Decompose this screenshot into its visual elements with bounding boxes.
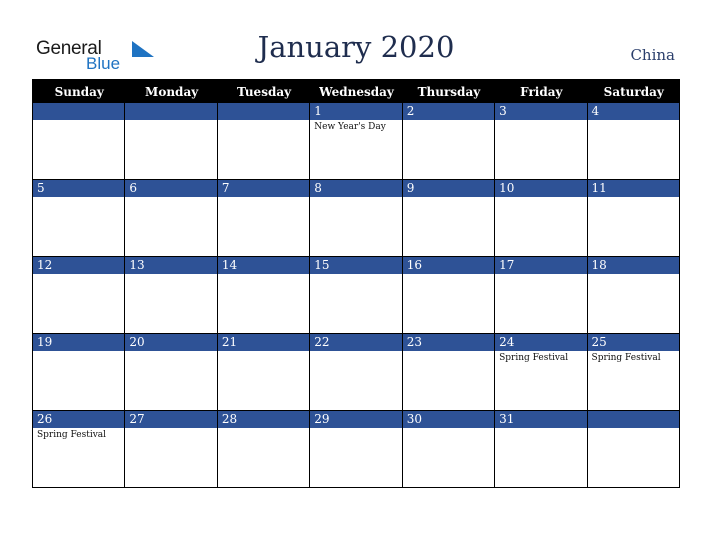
day-number: 17 bbox=[495, 257, 586, 274]
calendar-day-cell[interactable] bbox=[310, 334, 402, 411]
day-number: 5 bbox=[33, 180, 124, 197]
holiday-label bbox=[495, 274, 586, 276]
calendar-day-cell[interactable] bbox=[33, 103, 125, 180]
calendar-day-cell[interactable] bbox=[218, 103, 310, 180]
weekday-label: Friday bbox=[520, 84, 563, 99]
page-title: January 2020 bbox=[257, 30, 455, 64]
weekday-label: Thursday bbox=[417, 84, 481, 99]
calendar-day-cell[interactable] bbox=[218, 411, 310, 488]
holiday-label bbox=[33, 351, 124, 353]
day-number bbox=[588, 411, 679, 428]
calendar-week-row bbox=[33, 180, 680, 257]
day-number: 18 bbox=[588, 257, 679, 274]
holiday-label bbox=[310, 197, 401, 199]
holiday-label bbox=[125, 351, 216, 353]
calendar-week-row bbox=[33, 103, 680, 180]
calendar-day-cell[interactable] bbox=[495, 257, 587, 334]
calendar-day-cell[interactable] bbox=[33, 411, 125, 488]
day-number: 9 bbox=[403, 180, 494, 197]
calendar-day-cell[interactable] bbox=[495, 103, 587, 180]
holiday-label bbox=[125, 120, 216, 122]
calendar-day-cell[interactable] bbox=[218, 180, 310, 257]
calendar-day-cell[interactable] bbox=[588, 180, 680, 257]
day-number: 24 bbox=[495, 334, 586, 351]
holiday-label bbox=[495, 428, 586, 430]
calendar-day-cell[interactable] bbox=[33, 257, 125, 334]
day-number: 21 bbox=[218, 334, 309, 351]
day-number: 2 bbox=[403, 103, 494, 120]
weekday-header-row bbox=[33, 80, 680, 103]
weekday-label: Tuesday bbox=[237, 84, 292, 99]
holiday-label: New Year's Day bbox=[314, 122, 386, 132]
calendar-day-cell[interactable] bbox=[33, 180, 125, 257]
country-label: China bbox=[630, 46, 675, 64]
day-number: 22 bbox=[310, 334, 401, 351]
day-number: 28 bbox=[218, 411, 309, 428]
day-number: 15 bbox=[310, 257, 401, 274]
day-number: 23 bbox=[403, 334, 494, 351]
holiday-label bbox=[125, 274, 216, 276]
weeks-container bbox=[33, 103, 680, 488]
holiday-label bbox=[218, 120, 309, 122]
day-number: 4 bbox=[588, 103, 679, 120]
calendar-day-cell[interactable] bbox=[218, 257, 310, 334]
holiday-label bbox=[588, 428, 679, 430]
holiday-label bbox=[33, 274, 124, 276]
day-number bbox=[125, 103, 216, 120]
weekday-label: Sunday bbox=[54, 84, 104, 99]
holiday-label: Spring Festival bbox=[591, 353, 661, 363]
calendar-day-cell[interactable] bbox=[310, 180, 402, 257]
weekday-label: Wednesday bbox=[319, 84, 394, 99]
day-number: 25 bbox=[588, 334, 679, 351]
day-number: 16 bbox=[403, 257, 494, 274]
calendar-day-cell[interactable] bbox=[218, 334, 310, 411]
day-number: 26 bbox=[33, 411, 124, 428]
calendar-day-cell[interactable] bbox=[495, 411, 587, 488]
weekday-label: Saturday bbox=[603, 84, 664, 99]
weekday-label: Monday bbox=[145, 84, 199, 99]
day-number: 20 bbox=[125, 334, 216, 351]
holiday-label bbox=[588, 120, 679, 122]
calendar-week-row bbox=[33, 411, 680, 488]
holiday-label bbox=[218, 274, 309, 276]
calendar-day-cell[interactable] bbox=[403, 411, 495, 488]
calendar-day-cell[interactable] bbox=[310, 103, 402, 180]
calendar-day-cell[interactable] bbox=[403, 180, 495, 257]
holiday-label bbox=[310, 274, 401, 276]
calendar-week-row bbox=[33, 257, 680, 334]
day-number: 14 bbox=[218, 257, 309, 274]
day-number bbox=[33, 103, 124, 120]
day-number: 10 bbox=[495, 180, 586, 197]
day-number: 6 bbox=[125, 180, 216, 197]
day-number: 13 bbox=[125, 257, 216, 274]
holiday-label bbox=[403, 197, 494, 199]
calendar-grid bbox=[32, 79, 680, 488]
holiday-label bbox=[218, 428, 309, 430]
holiday-label bbox=[588, 274, 679, 276]
holiday-label bbox=[218, 351, 309, 353]
logo-general-text: General bbox=[36, 38, 102, 59]
calendar-day-cell[interactable] bbox=[588, 103, 680, 180]
calendar-day-cell[interactable] bbox=[33, 334, 125, 411]
holiday-label bbox=[125, 428, 216, 430]
holiday-label bbox=[403, 120, 494, 122]
holiday-label bbox=[403, 428, 494, 430]
logo-blue-text: Blue bbox=[86, 54, 121, 73]
day-number: 27 bbox=[125, 411, 216, 428]
day-number: 3 bbox=[495, 103, 586, 120]
holiday-label bbox=[495, 197, 586, 199]
day-number: 30 bbox=[403, 411, 494, 428]
calendar-day-cell[interactable] bbox=[495, 334, 587, 411]
calendar-day-cell[interactable] bbox=[403, 334, 495, 411]
holiday-label bbox=[403, 351, 494, 353]
calendar-day-cell[interactable] bbox=[125, 411, 217, 488]
holiday-label bbox=[310, 428, 401, 430]
calendar-day-cell[interactable] bbox=[310, 257, 402, 334]
day-number: 19 bbox=[33, 334, 124, 351]
holiday-label bbox=[403, 274, 494, 276]
holiday-label bbox=[125, 197, 216, 199]
calendar-day-cell[interactable] bbox=[403, 257, 495, 334]
calendar-day-cell[interactable] bbox=[310, 411, 402, 488]
day-number: 12 bbox=[33, 257, 124, 274]
calendar-day-cell[interactable] bbox=[495, 180, 587, 257]
day-number: 7 bbox=[218, 180, 309, 197]
calendar-day-cell[interactable] bbox=[125, 103, 217, 180]
calendar-day-cell[interactable] bbox=[588, 334, 680, 411]
holiday-label bbox=[218, 197, 309, 199]
day-number: 1 bbox=[310, 103, 401, 120]
holiday-label: Spring Festival bbox=[499, 353, 569, 363]
day-number: 31 bbox=[495, 411, 586, 428]
holiday-label bbox=[588, 197, 679, 199]
day-number: 11 bbox=[588, 180, 679, 197]
holiday-label: Spring Festival bbox=[37, 430, 107, 440]
calendar-day-cell[interactable] bbox=[588, 411, 680, 488]
holiday-label bbox=[310, 351, 401, 353]
calendar-day-cell[interactable] bbox=[403, 103, 495, 180]
holiday-label bbox=[33, 120, 124, 122]
calendar-day-cell[interactable] bbox=[125, 257, 217, 334]
day-number: 8 bbox=[310, 180, 401, 197]
calendar-day-cell[interactable] bbox=[125, 334, 217, 411]
holiday-label bbox=[33, 197, 124, 199]
calendar-day-cell[interactable] bbox=[125, 180, 217, 257]
holiday-label bbox=[495, 120, 586, 122]
day-number bbox=[218, 103, 309, 120]
calendar-week-row bbox=[33, 334, 680, 411]
day-number: 29 bbox=[310, 411, 401, 428]
calendar-day-cell[interactable] bbox=[588, 257, 680, 334]
